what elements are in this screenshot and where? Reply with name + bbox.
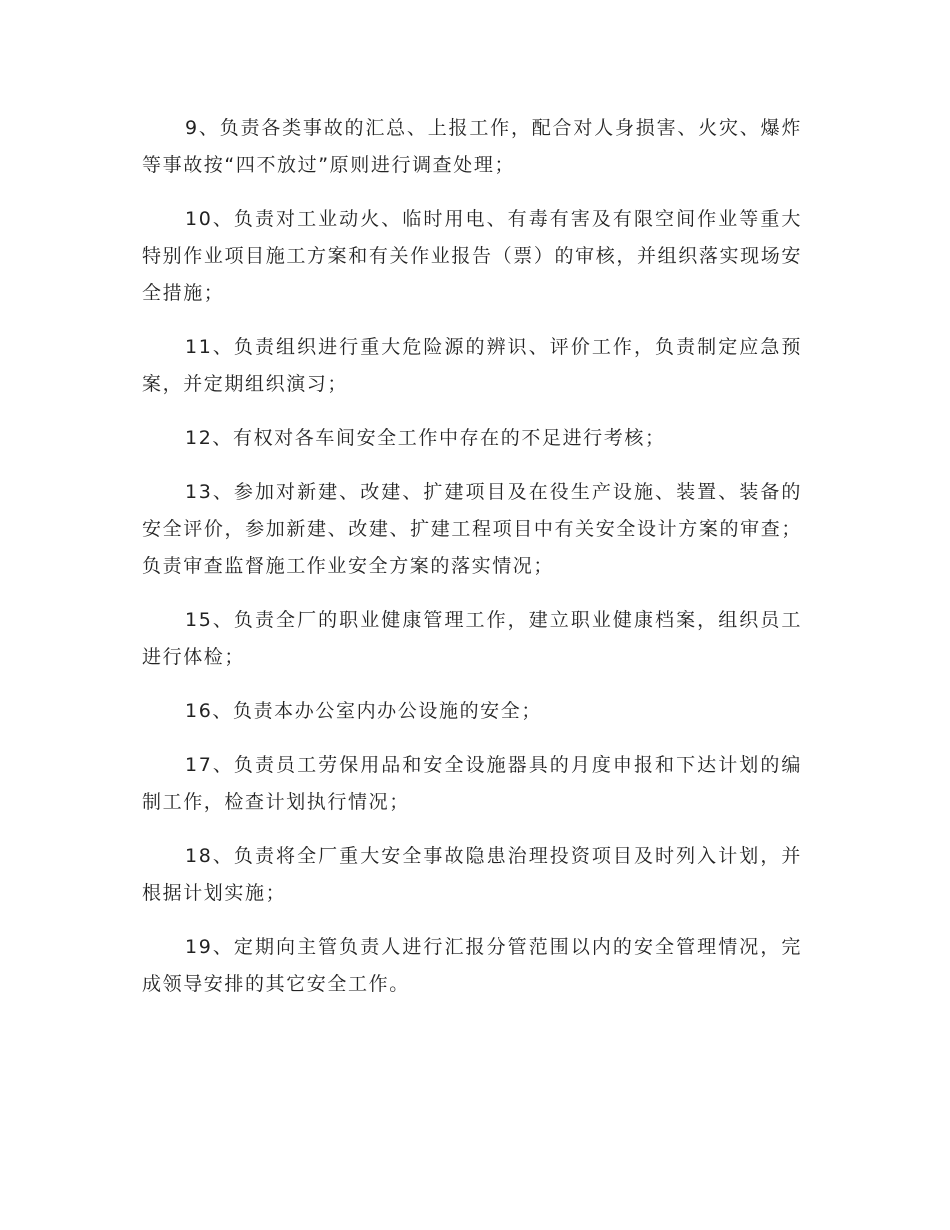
paragraph-item-13: 13、参加对新建、改建、扩建项目及在役生产设施、装置、装备的安全评价，参加新建、改建、扩建工程项目中有关安全设计方案的审查；负责审查监督施工作业安全方案的落实情况； — [142, 481, 802, 577]
paragraph-item-9: 9、负责各类事故的汇总、上报工作，配合对人身损害、火灾、爆炸等事故按“四不放过”原则进行调查处理； — [142, 117, 802, 176]
paragraph-item-16: 16、负责本办公室内办公设施的安全； — [185, 700, 542, 722]
paragraph-item-15: 15、负责全厂的职业健康管理工作，建立职业健康档案，组织员工进行体检； — [142, 609, 802, 668]
paragraph-item-11: 11、负责组织进行重大危险源的辨识、评价工作，负责制定应急预案，并定期组织演习； — [142, 336, 802, 395]
document-body — [142, 110, 802, 1020]
paragraph-item-17: 17、负责员工劳保用品和安全设施器具的月度申报和下达计划的编制工作，检查计划执行情况； — [142, 754, 802, 813]
paragraph-item-10: 10、负责对工业动火、临时用电、有毒有害及有限空间作业等重大特别作业项目施工方案和有关作业报告（票）的审核，并组织落实现场安全措施； — [142, 208, 802, 304]
paragraph-item-18: 18、负责将全厂重大安全事故隐患治理投资项目及时列入计划，并根据计划实施； — [142, 845, 802, 904]
paragraph-item-19: 19、定期向主管负责人进行汇报分管范围以内的安全管理情况，完成领导安排的其它安全工作。 — [142, 936, 802, 995]
paragraph-item-12: 12、有权对各车间安全工作中存在的不足进行考核； — [185, 427, 666, 449]
